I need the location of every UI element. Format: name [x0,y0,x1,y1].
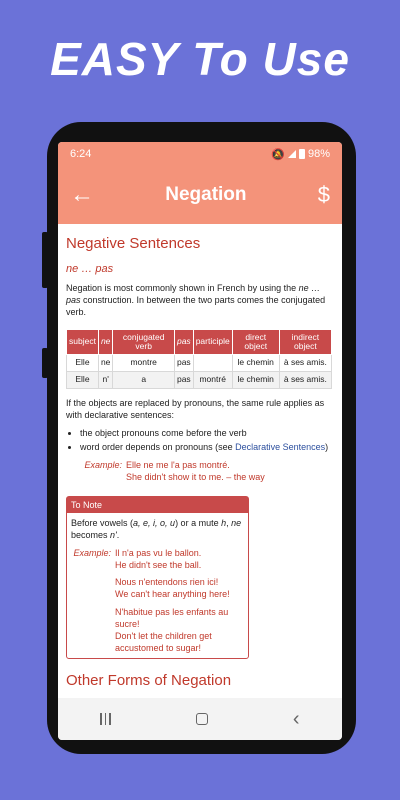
note-body [67,513,248,658]
status-bar [58,142,342,166]
example-text: Elle ne me l'a pas montré. She didn't show it to me. – the way [126,460,265,483]
table-row [67,371,332,388]
table-cell: le chemin [232,371,279,388]
list-item: • the object pronouns come before the verb [80,427,332,439]
nav-back-icon[interactable]: ‹ [292,707,300,730]
table-header: participle [193,329,232,355]
lesson-content[interactable] [58,224,342,696]
table-cell: montré [193,371,232,388]
example-label: Example: [84,460,122,471]
table-header: pas [174,329,193,355]
system-nav-bar [58,698,342,740]
recent-apps-icon[interactable] [100,713,111,725]
mute-icon: 🔕 [271,148,285,161]
dollar-icon[interactable]: $ [317,182,330,207]
table-cell: pas [174,371,193,388]
note-example [71,547,244,654]
headline: EASY To Use [50,33,350,85]
list-item: • word order depends on pronouns (see Declarative Sentences) [80,441,332,453]
intro-paragraph: Negation is most commonly shown in French by using the ne … pas construction. In between the two parts comes the conjugated verb. [66,283,326,318]
example-block [66,459,332,483]
table-cell: montre [113,355,175,372]
table-cell: Elle [67,355,99,372]
home-icon[interactable] [196,713,208,725]
back-arrow-icon[interactable]: ← [70,181,94,208]
table-cell: a [113,371,175,388]
status-time: 6:24 [70,148,92,160]
table-header-row [67,329,332,355]
table-header: subject [67,329,99,355]
to-note-box [66,496,249,660]
app-bar [58,166,342,224]
signal-icon [288,150,296,158]
section-heading: Negative Sentences [66,235,201,252]
battery-level: 98% [307,148,330,160]
table-header: ne [98,329,112,355]
battery-icon [299,149,305,159]
note-title: To Note [67,497,248,513]
note-intro: Before vowels (a, e, i, o, u) or a mute h, ne becomes n'. [71,517,242,540]
table-header: indirect object [279,329,331,355]
page-title: Negation [165,184,247,205]
table-header: direct object [232,329,279,355]
status-icons [271,148,330,161]
note-sentences [115,547,244,654]
table-row [67,355,332,372]
table-cell: pas [174,355,193,372]
conjugation-table [66,329,332,389]
example-label: Example: [73,548,111,558]
phone-screen [58,142,342,740]
table-cell: Elle [67,371,99,388]
table-cell: le chemin [232,355,279,372]
pronoun-paragraph: If the objects are replaced by pronouns, the same rule applies as with declarative sentences: [66,397,325,420]
table-cell: ne [98,355,112,372]
example-sentence: Nous n'entendons rien ici! We can't hear anything here! [115,577,230,600]
section-subheading: ne … pas [66,263,114,276]
table-header: conjugated verb [113,329,175,355]
declarative-sentences-link[interactable]: Declarative Sentences [235,442,326,453]
table-cell: à ses amis. [279,371,331,388]
table-cell: n' [98,371,112,388]
rule-list [66,427,332,453]
table-cell: à ses amis. [279,355,331,372]
next-section-heading: Other Forms of Negation [66,672,232,690]
table-cell [193,355,232,372]
example-sentence: Il n'a pas vu le ballon. He didn't see the ball. [115,548,202,571]
example-sentence: N'habitue pas les enfants au sucre! Don't let the children get accustomed to sugar! [115,606,229,653]
